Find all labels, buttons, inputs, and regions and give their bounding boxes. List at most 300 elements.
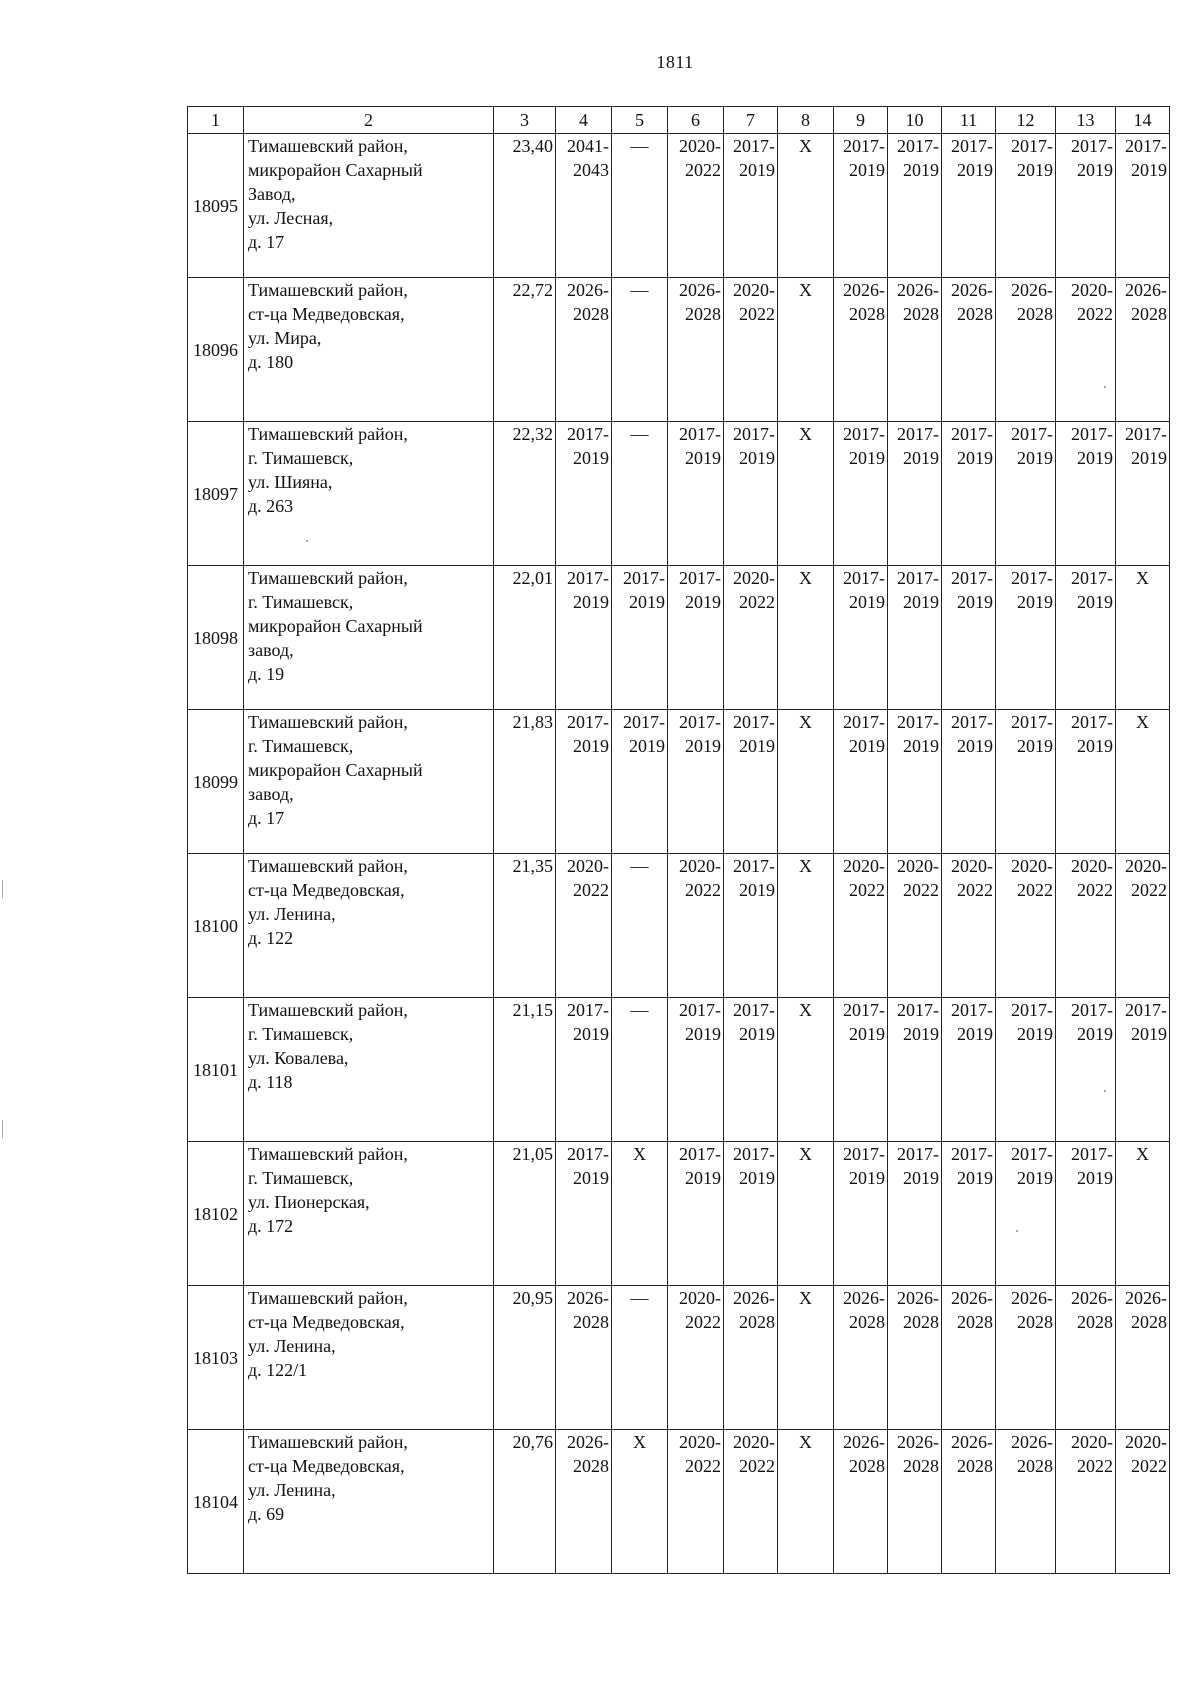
period-text: 2017-	[951, 424, 993, 444]
period-cell	[724, 998, 778, 1142]
period-text: 2028	[1017, 1456, 1053, 1476]
column-number: 5	[612, 107, 668, 134]
period-text: 2017-	[951, 1000, 993, 1020]
address-line: ст-ца Медведовская,	[248, 1456, 405, 1476]
period-text: 2022	[685, 160, 721, 180]
period-cell	[942, 1142, 996, 1286]
period-text: 2019	[903, 448, 939, 468]
period-text: 2026-	[1011, 1432, 1053, 1452]
period-cell	[668, 998, 724, 1142]
period-text: 2019	[903, 736, 939, 756]
period-text: 2019	[573, 1168, 609, 1188]
period-cell	[942, 1430, 996, 1574]
period-text: 2026-	[733, 1288, 775, 1308]
period-cell	[778, 854, 834, 998]
column-number: 10	[888, 107, 942, 134]
period-text: 2026-	[843, 280, 885, 300]
record-number: 18097	[188, 422, 244, 566]
period-text: 2017-	[1011, 712, 1053, 732]
period-cell	[996, 710, 1056, 854]
period-text: 2017-	[1071, 424, 1113, 444]
period-text: 2019	[629, 736, 665, 756]
period-text: 2017-	[679, 1000, 721, 1020]
period-text: Х	[633, 1144, 646, 1164]
period-text: 2028	[1017, 304, 1053, 324]
period-text: Х	[799, 1000, 812, 1020]
area-value: 20,95	[494, 1286, 556, 1430]
period-text: 2028	[849, 304, 885, 324]
period-text: 2028	[849, 1312, 885, 1332]
period-text: 2017-	[1011, 136, 1053, 156]
scan-speck	[1104, 386, 1106, 388]
period-cell	[1056, 1430, 1116, 1574]
address-cell	[244, 710, 494, 854]
period-text: 2026-	[1011, 280, 1053, 300]
period-cell	[612, 1430, 668, 1574]
period-cell	[834, 1286, 888, 1430]
record-number: 18101	[188, 998, 244, 1142]
period-cell	[888, 710, 942, 854]
period-text: Х	[799, 136, 812, 156]
record-number: 18100	[188, 854, 244, 998]
period-text: 2022	[685, 880, 721, 900]
period-text: 2017-	[1125, 1000, 1167, 1020]
period-text: 2019	[739, 1024, 775, 1044]
period-text: 2028	[849, 1456, 885, 1476]
period-text: 2019	[685, 1168, 721, 1188]
period-cell	[888, 422, 942, 566]
table-row	[188, 710, 1170, 854]
period-text: 2026-	[951, 280, 993, 300]
period-text: Х	[799, 568, 812, 588]
period-text: 2017-	[897, 1000, 939, 1020]
period-text: 2019	[1077, 1168, 1113, 1188]
period-text: 2019	[903, 160, 939, 180]
period-text: 2019	[739, 880, 775, 900]
period-text: 2017-	[1125, 424, 1167, 444]
period-cell	[996, 278, 1056, 422]
period-text: 2019	[1017, 592, 1053, 612]
period-cell	[668, 854, 724, 998]
period-cell	[612, 1142, 668, 1286]
period-cell	[1056, 710, 1116, 854]
period-cell	[834, 134, 888, 278]
period-cell	[1116, 566, 1170, 710]
period-text: 2022	[1131, 880, 1167, 900]
period-text: 2017-	[567, 568, 609, 588]
table-row	[188, 998, 1170, 1142]
period-cell	[724, 1286, 778, 1430]
period-text: 2020-	[951, 856, 993, 876]
period-cell	[996, 1142, 1056, 1286]
period-text: —	[630, 136, 649, 156]
period-text: 2017-	[567, 1144, 609, 1164]
period-text: 2043	[573, 160, 609, 180]
period-text: 2020-	[843, 856, 885, 876]
period-text: 2017-	[897, 424, 939, 444]
address-cell	[244, 1430, 494, 1574]
period-text: 2026-	[897, 280, 939, 300]
period-text: 2022	[1077, 304, 1113, 324]
period-text: 2020-	[897, 856, 939, 876]
period-cell	[1116, 1286, 1170, 1430]
address-cell	[244, 1286, 494, 1430]
period-cell	[834, 278, 888, 422]
register-table	[187, 106, 1170, 1574]
period-cell	[1056, 1142, 1116, 1286]
column-number: 9	[834, 107, 888, 134]
period-text: 2028	[1131, 304, 1167, 324]
period-cell	[668, 710, 724, 854]
period-text: 2022	[685, 1456, 721, 1476]
period-cell	[942, 566, 996, 710]
period-text: 2019	[1077, 448, 1113, 468]
period-cell	[612, 1286, 668, 1430]
period-cell	[612, 278, 668, 422]
period-text: 2026-	[567, 1432, 609, 1452]
period-cell	[612, 998, 668, 1142]
period-text: 2028	[903, 304, 939, 324]
period-cell	[778, 422, 834, 566]
area-value: 21,35	[494, 854, 556, 998]
table-row	[188, 1142, 1170, 1286]
period-text: 2019	[629, 592, 665, 612]
period-text: 2041-	[567, 136, 609, 156]
period-text: 2019	[573, 448, 609, 468]
record-number: 18096	[188, 278, 244, 422]
period-cell	[724, 854, 778, 998]
period-text: Х	[1136, 1144, 1149, 1164]
period-text: 2019	[903, 1168, 939, 1188]
column-number: 13	[1056, 107, 1116, 134]
period-text: 2019	[849, 160, 885, 180]
area-value: 21,05	[494, 1142, 556, 1286]
period-text: 2026-	[951, 1288, 993, 1308]
period-text: —	[630, 280, 649, 300]
period-text: 2017-	[951, 712, 993, 732]
address-line: д. 122	[248, 928, 294, 948]
period-cell	[834, 422, 888, 566]
period-text: 2019	[1017, 1024, 1053, 1044]
period-text: 2020-	[733, 280, 775, 300]
period-text: 2017-	[843, 568, 885, 588]
period-text: 2022	[1131, 1456, 1167, 1476]
column-number: 12	[996, 107, 1056, 134]
period-cell	[778, 1286, 834, 1430]
period-text: 2019	[1017, 448, 1053, 468]
period-text: 2026-	[679, 280, 721, 300]
address-line: д. 263	[248, 496, 294, 516]
period-cell	[834, 710, 888, 854]
period-text: 2019	[1077, 736, 1113, 756]
address-line: ст-ца Медведовская,	[248, 304, 405, 324]
period-cell	[888, 1142, 942, 1286]
period-text: 2017-	[1125, 136, 1167, 156]
period-text: 2028	[1017, 1312, 1053, 1332]
period-cell	[1116, 278, 1170, 422]
address-line: Тимашевский район,	[248, 1144, 408, 1164]
period-text: 2017-	[1011, 424, 1053, 444]
address-cell	[244, 422, 494, 566]
period-text: 2019	[1077, 1024, 1113, 1044]
period-text: 2019	[957, 160, 993, 180]
record-number: 18098	[188, 566, 244, 710]
period-text: 2028	[573, 304, 609, 324]
period-cell	[834, 1430, 888, 1574]
period-cell	[888, 1286, 942, 1430]
period-cell	[888, 1430, 942, 1574]
address-line: Тимашевский район,	[248, 1288, 408, 1308]
period-text: 2019	[1017, 736, 1053, 756]
period-text: 2017-	[623, 712, 665, 732]
period-text: 2026-	[897, 1432, 939, 1452]
period-cell	[996, 998, 1056, 1142]
address-line: ул. Ленина,	[248, 1480, 336, 1500]
area-value: 22,32	[494, 422, 556, 566]
period-text: 2022	[739, 304, 775, 324]
period-cell	[724, 134, 778, 278]
period-text: 2017-	[1071, 712, 1113, 732]
period-cell	[612, 422, 668, 566]
period-text: 2017-	[951, 136, 993, 156]
area-value: 21,83	[494, 710, 556, 854]
period-text: 2026-	[1125, 280, 1167, 300]
period-text: 2019	[685, 592, 721, 612]
period-text: 2022	[1077, 1456, 1113, 1476]
address-line: д. 122/1	[248, 1360, 308, 1380]
period-text: 2028	[903, 1456, 939, 1476]
period-cell	[1056, 1286, 1116, 1430]
period-text: 2020-	[567, 856, 609, 876]
period-cell	[668, 278, 724, 422]
period-text: —	[630, 1288, 649, 1308]
record-number: 18095	[188, 134, 244, 278]
period-text: 2022	[685, 1312, 721, 1332]
period-text: 2019	[739, 1168, 775, 1188]
period-cell	[888, 134, 942, 278]
period-text: 2022	[903, 880, 939, 900]
address-line: д. 118	[248, 1072, 293, 1092]
area-value: 23,40	[494, 134, 556, 278]
address-line: Тимашевский район,	[248, 424, 408, 444]
address-line: Тимашевский район,	[248, 1432, 408, 1452]
period-text: 2022	[1017, 880, 1053, 900]
period-text: 2020-	[679, 1288, 721, 1308]
period-text: 2017-	[733, 856, 775, 876]
period-cell	[1056, 278, 1116, 422]
period-cell	[668, 1430, 724, 1574]
period-text: 2019	[849, 592, 885, 612]
period-cell	[778, 998, 834, 1142]
address-line: Тимашевский район,	[248, 712, 408, 732]
column-number: 7	[724, 107, 778, 134]
address-line: г. Тимашевск,	[248, 592, 354, 612]
area-value: 22,72	[494, 278, 556, 422]
period-text: Х	[799, 424, 812, 444]
period-text: 2017-	[1071, 1144, 1113, 1164]
period-text: 2017-	[623, 568, 665, 588]
period-text: 2017-	[733, 424, 775, 444]
period-text: 2026-	[843, 1432, 885, 1452]
period-text: Х	[799, 856, 812, 876]
column-number: 14	[1116, 107, 1170, 134]
address-line: ул. Ленина,	[248, 904, 336, 924]
address-cell	[244, 854, 494, 998]
period-text: —	[630, 856, 649, 876]
period-text: 2017-	[951, 1144, 993, 1164]
period-cell	[668, 1142, 724, 1286]
period-cell	[556, 854, 612, 998]
period-cell	[556, 1430, 612, 1574]
period-text: 2019	[957, 448, 993, 468]
period-text: —	[630, 1000, 649, 1020]
page-number: 1811	[656, 52, 694, 72]
period-text: 2017-	[679, 712, 721, 732]
period-text: 2017-	[1011, 568, 1053, 588]
address-line: микрорайон Сахарный	[248, 160, 423, 180]
period-cell	[556, 134, 612, 278]
period-text: 2020-	[679, 136, 721, 156]
period-cell	[942, 278, 996, 422]
period-text: 2017-	[897, 568, 939, 588]
period-text: 2028	[739, 1312, 775, 1332]
period-text: 2028	[957, 1456, 993, 1476]
address-line: Тимашевский район,	[248, 856, 408, 876]
address-line: ул. Шияна,	[248, 472, 333, 492]
period-text: 2022	[739, 1456, 775, 1476]
table-row	[188, 134, 1170, 278]
period-text: 2028	[957, 1312, 993, 1332]
period-text: 2019	[685, 448, 721, 468]
period-text: 2026-	[567, 1288, 609, 1308]
period-text: 2017-	[1011, 1000, 1053, 1020]
period-cell	[996, 1286, 1056, 1430]
period-cell	[668, 134, 724, 278]
period-text: 2017-	[951, 568, 993, 588]
period-cell	[888, 998, 942, 1142]
period-cell	[668, 422, 724, 566]
address-line: ул. Ковалева,	[248, 1048, 349, 1068]
address-line: д. 69	[248, 1504, 285, 1524]
scan-speck	[1104, 1090, 1106, 1092]
period-text: 2017-	[897, 1144, 939, 1164]
address-cell	[244, 1142, 494, 1286]
period-cell	[612, 566, 668, 710]
address-line: завод,	[248, 784, 294, 804]
period-cell	[1116, 854, 1170, 998]
period-text: 2019	[957, 1168, 993, 1188]
scan-edge-mark	[2, 880, 3, 898]
period-text: 2022	[739, 592, 775, 612]
period-text: 2019	[573, 1024, 609, 1044]
record-number: 18099	[188, 710, 244, 854]
period-text: 2019	[903, 592, 939, 612]
period-text: 2019	[739, 160, 775, 180]
period-cell	[942, 710, 996, 854]
table-row	[188, 1430, 1170, 1574]
period-text: 2026-	[843, 1288, 885, 1308]
period-text: 2026-	[567, 280, 609, 300]
period-cell	[1116, 1430, 1170, 1574]
address-line: ул. Лесная,	[248, 208, 334, 228]
period-text: 2019	[1131, 448, 1167, 468]
period-text: Х	[633, 1432, 646, 1452]
period-text: 2019	[849, 1024, 885, 1044]
period-text: 2019	[903, 1024, 939, 1044]
area-value: 22,01	[494, 566, 556, 710]
column-number: 6	[668, 107, 724, 134]
column-number: 11	[942, 107, 996, 134]
period-cell	[724, 1430, 778, 1574]
period-cell	[834, 998, 888, 1142]
period-text: 2017-	[567, 712, 609, 732]
period-cell	[556, 278, 612, 422]
period-cell	[778, 278, 834, 422]
period-cell	[778, 134, 834, 278]
period-text: 2017-	[843, 1144, 885, 1164]
period-cell	[1116, 134, 1170, 278]
address-line: Тимашевский район,	[248, 568, 408, 588]
period-text: —	[630, 424, 649, 444]
period-cell	[1056, 854, 1116, 998]
period-text: 2020-	[679, 1432, 721, 1452]
period-text: Х	[1136, 712, 1149, 732]
record-number: 18102	[188, 1142, 244, 1286]
address-line: г. Тимашевск,	[248, 736, 354, 756]
period-text: 2019	[957, 736, 993, 756]
period-cell	[556, 998, 612, 1142]
period-text: 2026-	[1125, 1288, 1167, 1308]
period-text: 2020-	[1071, 280, 1113, 300]
address-line: г. Тимашевск,	[248, 1024, 354, 1044]
address-line: г. Тимашевск,	[248, 1168, 354, 1188]
period-text: 2017-	[1071, 136, 1113, 156]
period-cell	[556, 566, 612, 710]
period-text: 2017-	[1071, 568, 1113, 588]
address-cell	[244, 278, 494, 422]
period-text: 2028	[573, 1456, 609, 1476]
period-text: 2026-	[1011, 1288, 1053, 1308]
period-cell	[612, 710, 668, 854]
address-cell	[244, 998, 494, 1142]
address-line: д. 17	[248, 808, 285, 828]
period-cell	[556, 1286, 612, 1430]
period-text: 2019	[739, 448, 775, 468]
period-text: Х	[799, 1288, 812, 1308]
record-number: 18104	[188, 1430, 244, 1574]
period-text: 2019	[685, 1024, 721, 1044]
period-cell	[1116, 1142, 1170, 1286]
period-cell	[612, 854, 668, 998]
period-cell	[724, 710, 778, 854]
table-row	[188, 278, 1170, 422]
period-text: 2019	[1017, 1168, 1053, 1188]
address-line: ст-ца Медведовская,	[248, 880, 405, 900]
period-cell	[942, 422, 996, 566]
period-cell	[888, 278, 942, 422]
period-text: 2019	[1017, 160, 1053, 180]
table-body	[188, 134, 1170, 1574]
period-cell	[996, 422, 1056, 566]
period-cell	[1116, 710, 1170, 854]
period-text: 2017-	[679, 568, 721, 588]
period-cell	[778, 710, 834, 854]
period-text: 2017-	[679, 1144, 721, 1164]
period-text: 2028	[685, 304, 721, 324]
address-line: ст-ца Медведовская,	[248, 1312, 405, 1332]
period-text: 2026-	[951, 1432, 993, 1452]
period-text: 2017-	[1071, 1000, 1113, 1020]
